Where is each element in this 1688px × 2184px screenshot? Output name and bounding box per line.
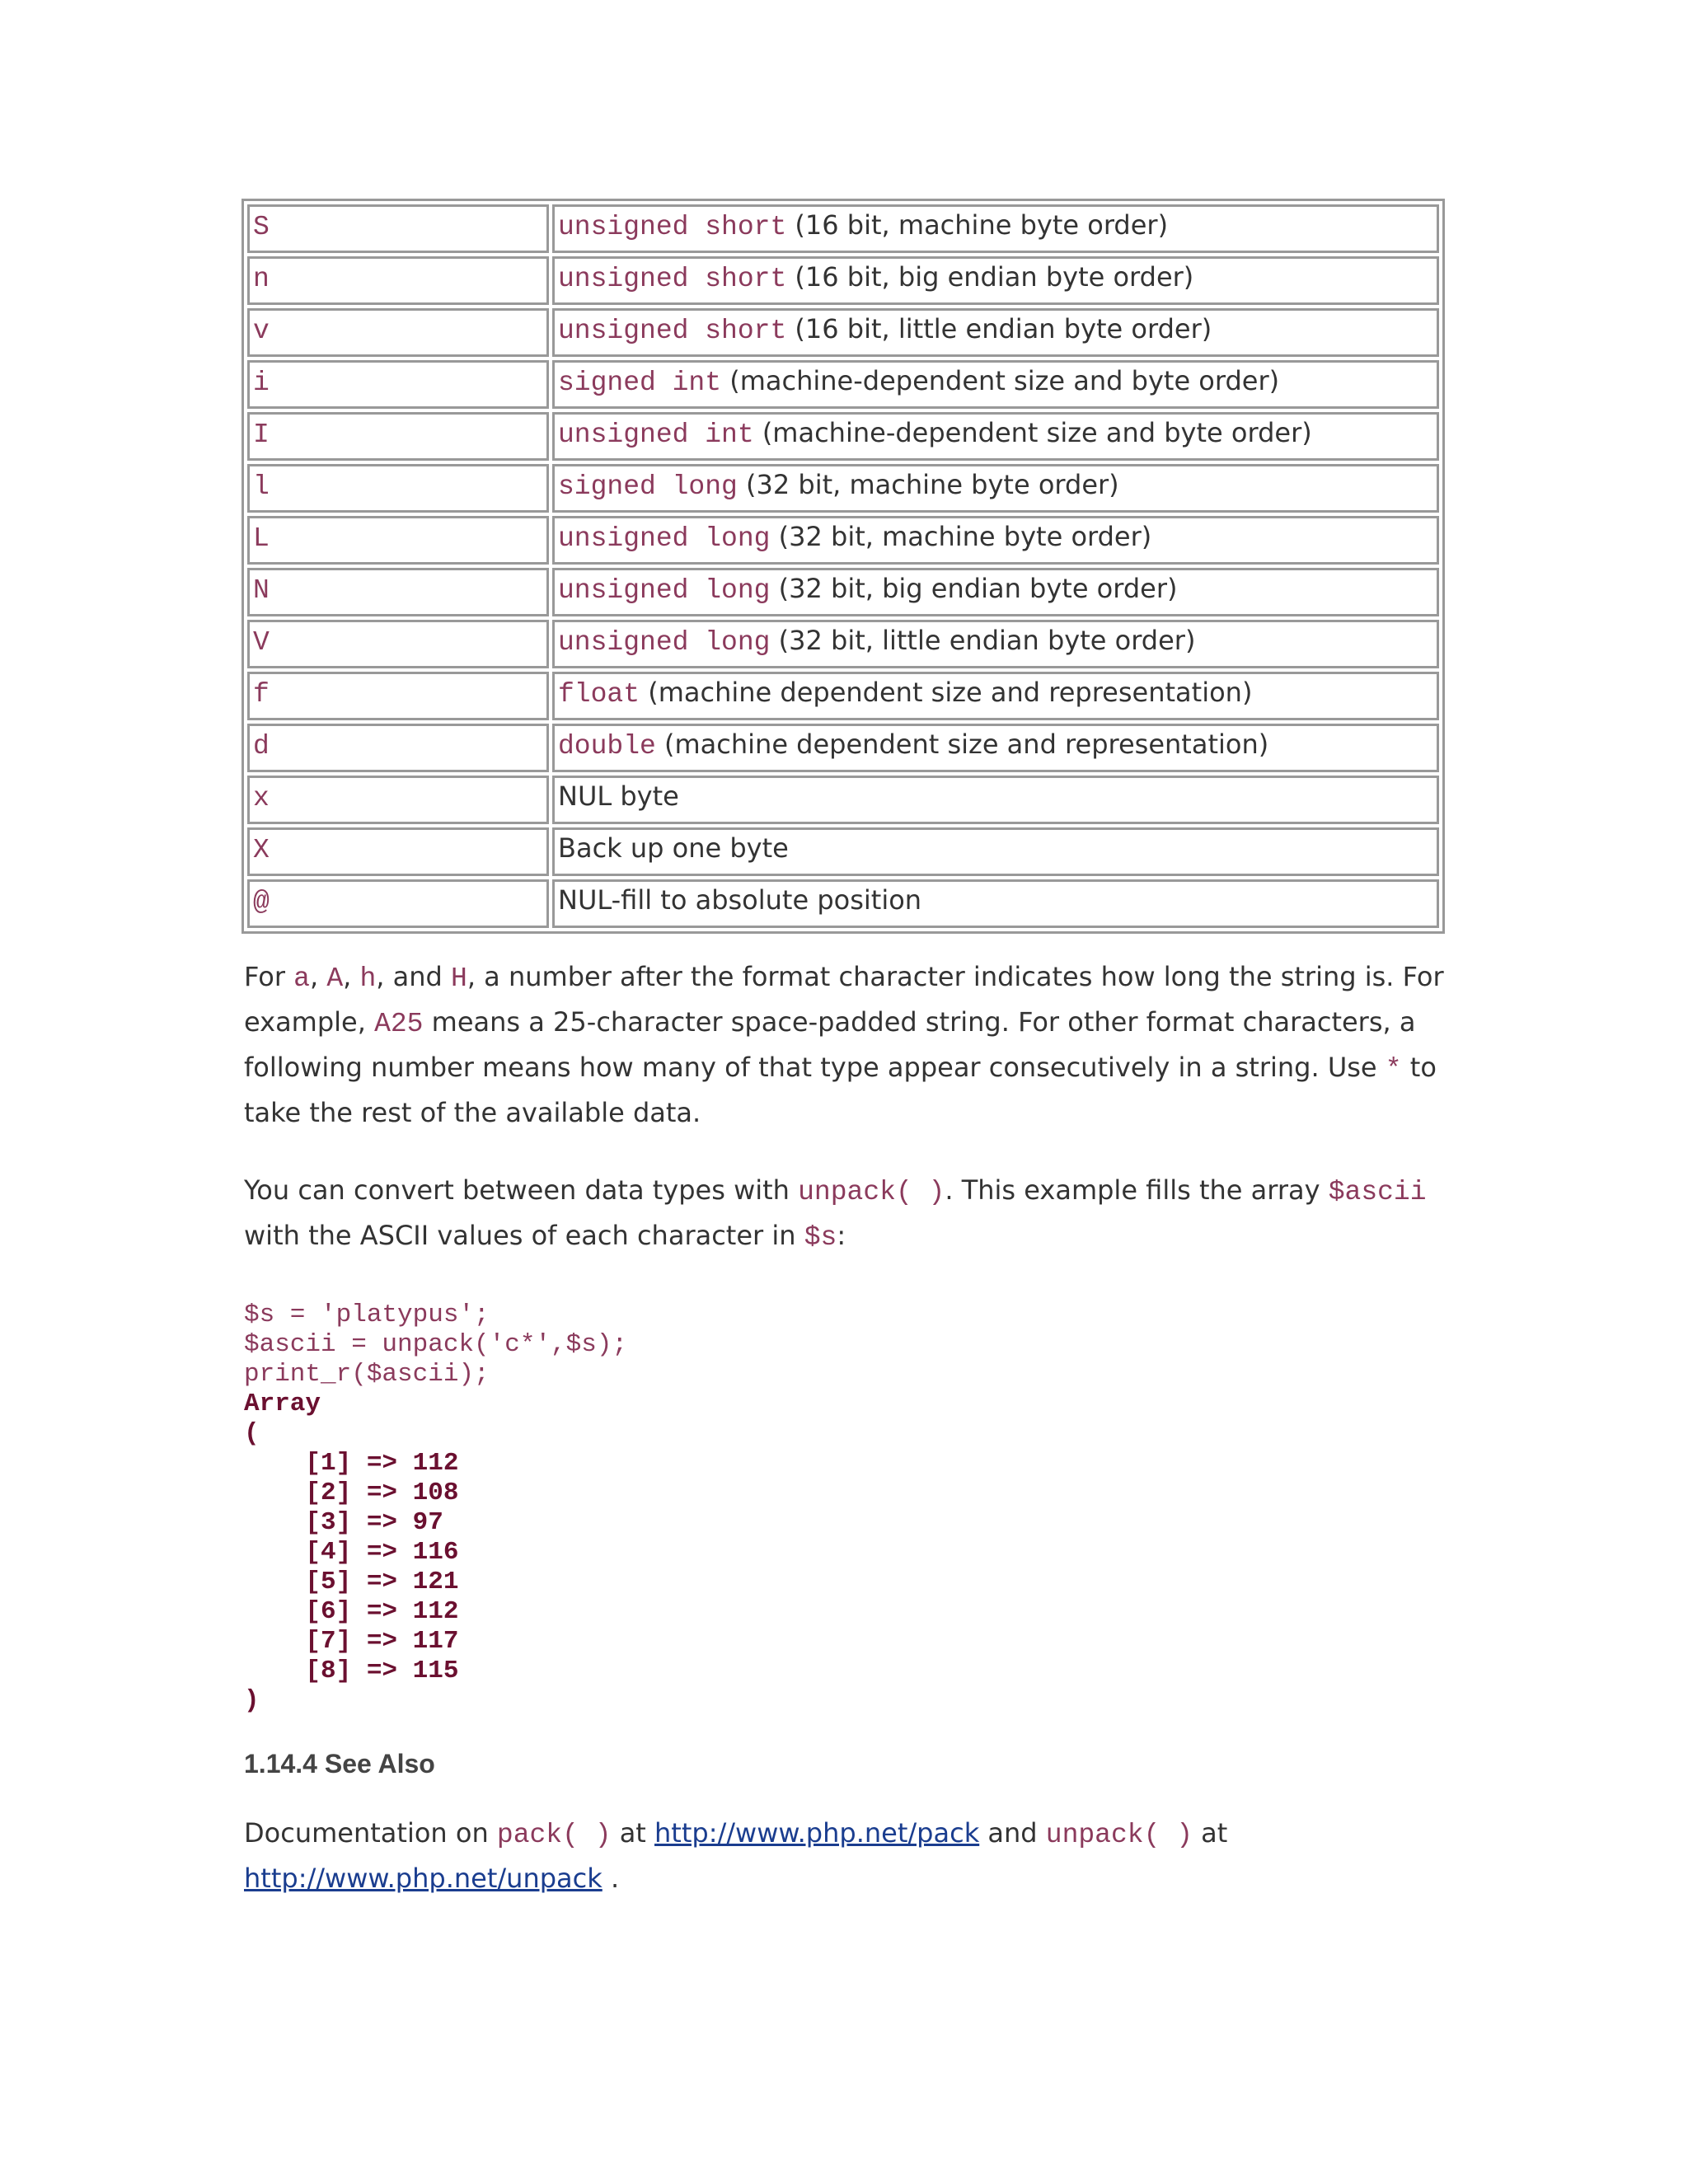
description-text: NUL byte <box>558 780 679 812</box>
description-text: (machine dependent size and representation) <box>655 729 1269 760</box>
table-row <box>247 620 1439 668</box>
data-type: float <box>558 679 640 710</box>
text-span: , a number after the format character indicates how long the string is. For example, <box>244 961 1444 1038</box>
text-span: means a 25-character space-padded string. For other format characters, a following number means how many of that type appear consecutively in a string. Use <box>244 1006 1416 1083</box>
description-text: (32 bit, machine byte order) <box>737 469 1119 500</box>
text-span: to take the rest of the available data. <box>244 1052 1437 1128</box>
unpack-doc-link[interactable]: http://www.php.net/unpack <box>244 1863 603 1894</box>
format-code-cell <box>247 672 549 720</box>
description-text: (16 bit, big endian byte order) <box>786 261 1194 293</box>
section-heading: 1.14.4 See Also <box>244 1749 435 1779</box>
format-code: v <box>253 316 270 346</box>
code-line: print_r($ascii); <box>244 1360 490 1389</box>
data-type: unsigned long <box>558 523 771 554</box>
unpack-intro-paragraph <box>244 1169 1447 1259</box>
description-text: (16 bit, machine byte order) <box>786 209 1169 241</box>
inline-code: pack( ) <box>496 1820 612 1850</box>
inline-code: * <box>1385 1054 1402 1085</box>
data-type: unsigned short <box>558 212 787 242</box>
format-code: X <box>253 835 270 865</box>
description-text: (16 bit, little endian byte order) <box>786 313 1212 344</box>
table-row <box>247 879 1439 928</box>
inline-code: a <box>293 963 310 994</box>
format-code: f <box>253 679 270 710</box>
text-span: Documentation on <box>244 1817 497 1849</box>
format-code: x <box>253 783 270 813</box>
format-description-cell <box>552 256 1439 305</box>
output-line: [8] => 115 <box>244 1657 459 1685</box>
data-type: unsigned long <box>558 627 771 658</box>
format-code-cell <box>247 516 549 565</box>
table-row <box>247 412 1439 461</box>
data-type: unsigned short <box>558 264 787 294</box>
format-description-cell <box>552 879 1439 928</box>
description-text: NUL-fill to absolute position <box>558 884 922 916</box>
format-code: n <box>253 264 270 294</box>
inline-code: A <box>326 963 344 994</box>
format-description-cell <box>552 672 1439 720</box>
text-span: : <box>837 1220 846 1251</box>
output-line: ) <box>244 1686 260 1715</box>
format-code: L <box>253 523 270 554</box>
page-content <box>244 199 1447 1900</box>
code-line: $s = 'platypus'; <box>244 1301 490 1329</box>
format-code-cell <box>247 568 549 616</box>
format-code-cell <box>247 724 549 772</box>
format-description-cell <box>552 827 1439 876</box>
format-description-cell <box>552 308 1439 357</box>
inline-code: unpack( ) <box>1045 1820 1193 1850</box>
text-span: For <box>244 961 294 992</box>
format-code: l <box>253 471 270 502</box>
table-row <box>247 516 1439 565</box>
description-text: (machine-dependent size and byte order) <box>753 417 1312 448</box>
table-row <box>247 360 1439 409</box>
code-line: $ascii = unpack('c*',$s); <box>244 1330 628 1359</box>
output-line: [2] => 108 <box>244 1479 459 1507</box>
format-code-cell <box>247 776 549 824</box>
description-text: Back up one byte <box>558 832 789 864</box>
output-line: [5] => 121 <box>244 1568 459 1596</box>
format-code: I <box>253 419 270 450</box>
output-line: [4] => 116 <box>244 1538 459 1567</box>
text-span: . This example fills the array <box>945 1174 1329 1206</box>
inline-code: H <box>451 963 467 994</box>
data-type: unsigned int <box>558 419 754 450</box>
output-line: Array <box>244 1390 321 1418</box>
data-type: unsigned short <box>558 316 787 346</box>
description-text: (32 bit, machine byte order) <box>770 521 1152 552</box>
table-row <box>247 464 1439 513</box>
format-description-cell <box>552 516 1439 565</box>
text-span: at <box>1193 1817 1228 1849</box>
data-type: signed long <box>558 471 738 502</box>
output-line: ( <box>244 1419 260 1448</box>
format-code: V <box>253 627 270 658</box>
format-code-cell <box>247 204 549 253</box>
text-span: and <box>979 1817 1046 1849</box>
inline-code: $ascii <box>1328 1177 1427 1207</box>
text-span: . <box>602 1863 620 1894</box>
format-code-cell <box>247 308 549 357</box>
see-also-paragraph <box>244 1811 1447 1900</box>
text-span: , <box>309 961 327 992</box>
format-code: i <box>253 368 270 398</box>
format-description-cell <box>552 724 1439 772</box>
table-row <box>247 204 1439 253</box>
table-row <box>247 724 1439 772</box>
description-text: (machine-dependent size and byte order) <box>721 365 1280 396</box>
format-description-cell <box>552 204 1439 253</box>
table-row <box>247 256 1439 305</box>
output-line: [6] => 112 <box>244 1597 459 1626</box>
format-length-paragraph <box>244 955 1447 1134</box>
text-span: at <box>611 1817 655 1849</box>
format-code-cell <box>247 360 549 409</box>
output-line: [7] => 117 <box>244 1627 459 1656</box>
format-description-cell <box>552 776 1439 824</box>
format-code-cell <box>247 879 549 928</box>
description-text: (32 bit, big endian byte order) <box>770 573 1178 604</box>
format-description-cell <box>552 464 1439 513</box>
text-span: with the ASCII values of each character in <box>244 1220 804 1251</box>
inline-code: $s <box>804 1222 837 1253</box>
format-code-cell <box>247 620 549 668</box>
format-description-cell <box>552 568 1439 616</box>
inline-code: unpack( ) <box>798 1177 945 1207</box>
format-code-cell <box>247 412 549 461</box>
table-row <box>247 308 1439 357</box>
table-row <box>247 568 1439 616</box>
text-span: , and <box>376 961 452 992</box>
output-line: [1] => 112 <box>244 1449 459 1478</box>
inline-code: A25 <box>374 1009 424 1039</box>
text-span: , <box>343 961 360 992</box>
description-text: (machine dependent size and representation) <box>640 677 1253 708</box>
table-row <box>247 776 1439 824</box>
output-line: [3] => 97 <box>244 1508 443 1537</box>
table-row <box>247 672 1439 720</box>
format-code-cell <box>247 827 549 876</box>
description-text: (32 bit, little endian byte order) <box>770 625 1196 656</box>
data-type: double <box>558 731 656 762</box>
format-code-cell <box>247 464 549 513</box>
data-type: unsigned long <box>558 575 771 606</box>
format-code-cell <box>247 256 549 305</box>
format-code: S <box>253 212 270 242</box>
format-code: N <box>253 575 270 606</box>
format-code: d <box>253 731 270 762</box>
format-description-cell <box>552 412 1439 461</box>
format-character-table <box>241 199 1445 934</box>
format-code: @ <box>253 887 270 917</box>
code-example <box>244 1301 1447 1716</box>
pack-doc-link[interactable]: http://www.php.net/pack <box>654 1817 980 1849</box>
format-description-cell <box>552 620 1439 668</box>
data-type: signed int <box>558 368 722 398</box>
table-row <box>247 827 1439 876</box>
format-description-cell <box>552 360 1439 409</box>
inline-code: h <box>359 963 377 994</box>
text-span: You can convert between data types with <box>244 1174 799 1206</box>
